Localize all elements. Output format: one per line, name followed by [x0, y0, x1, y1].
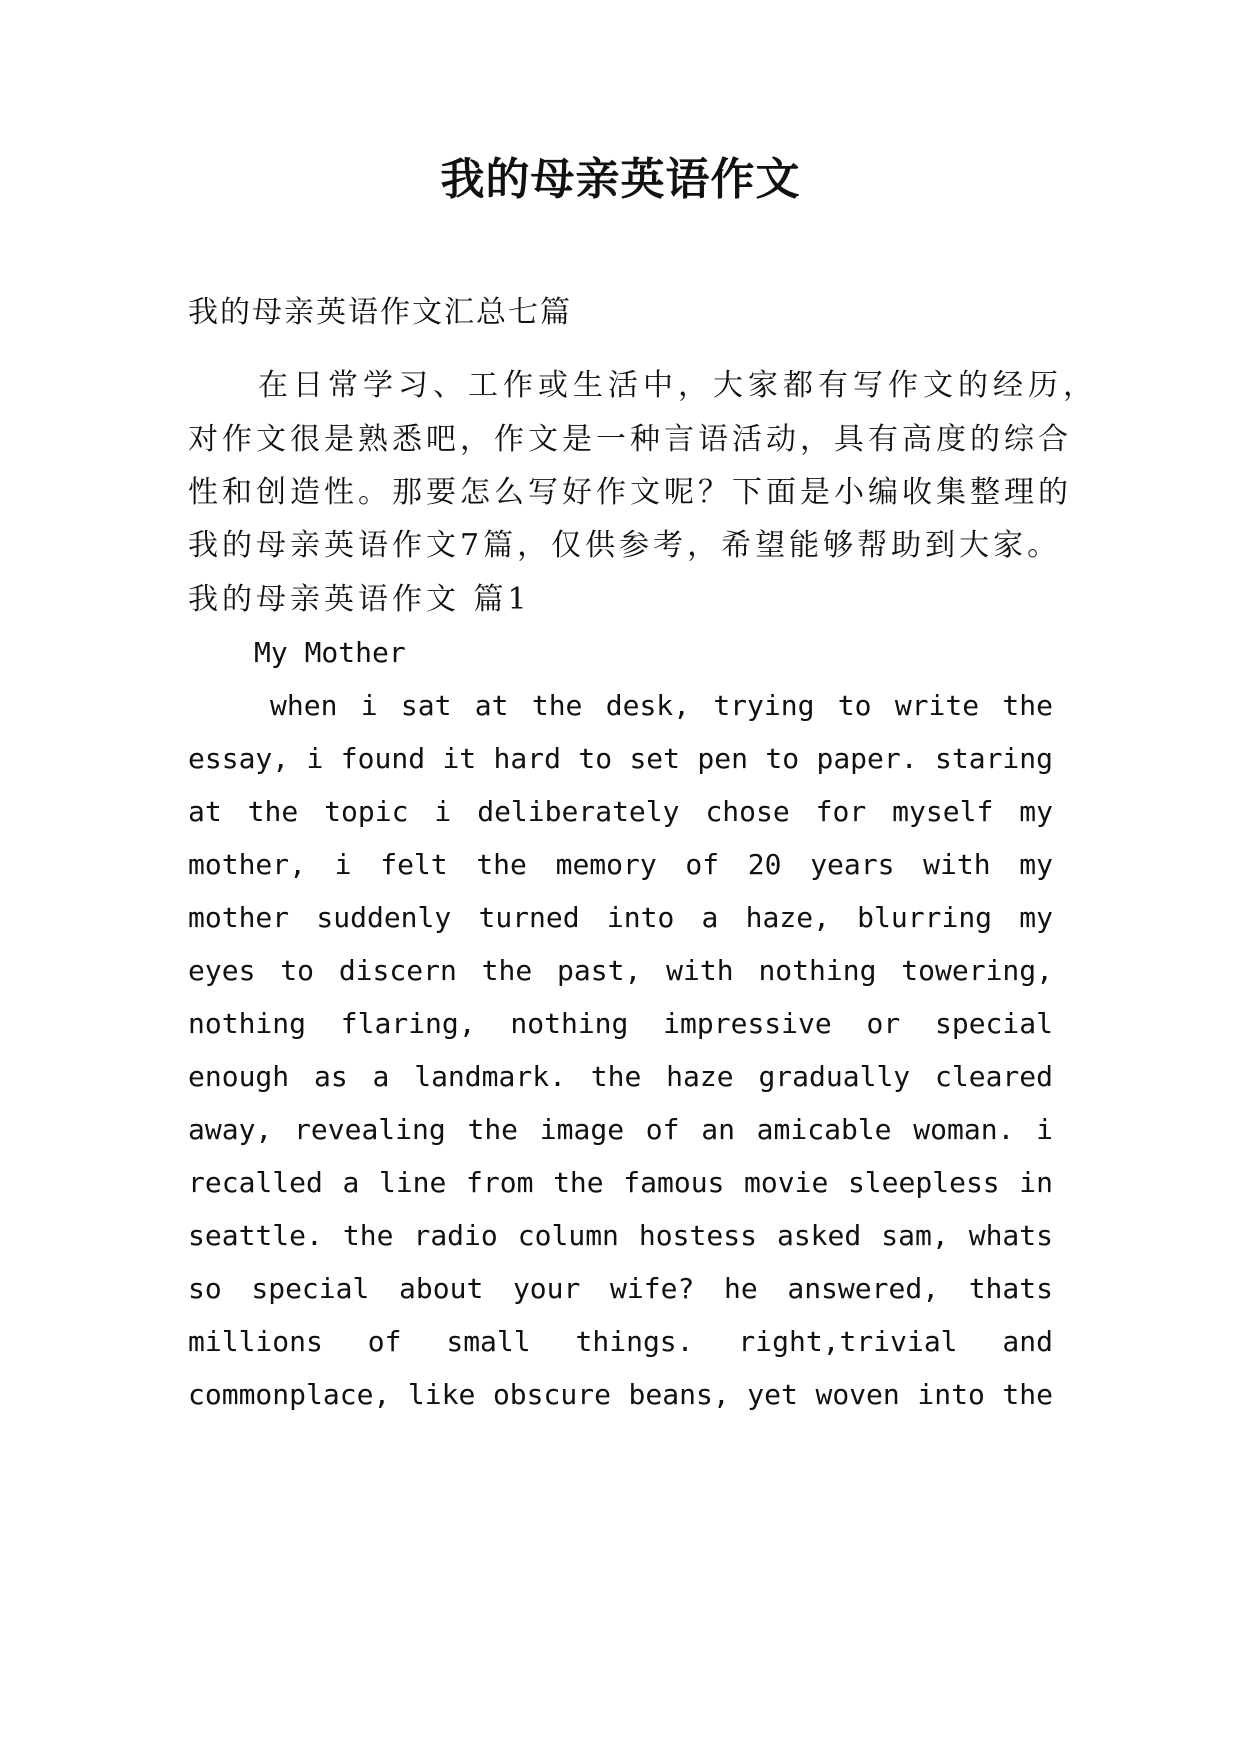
- document-subtitle: 我的母亲英语作文汇总七篇: [188, 295, 572, 330]
- essay-line: seattle. the radio column hostess asked sam, whats: [188, 1219, 1053, 1252]
- intro-paragraph-line: 我的母亲英语作文7篇，仅供参考，希望能够帮助到大家。: [188, 528, 1062, 563]
- essay-line: mother, i felt the memory of 20 years with my: [188, 848, 1053, 881]
- intro-paragraph-line: 在日常学习、工作或生活中，大家都有写作文的经历，: [258, 368, 1098, 403]
- essay-line: eyes to discern the past, with nothing towering,: [188, 954, 1053, 987]
- essay-line: so special about your wife? he answered, thats: [188, 1272, 1053, 1305]
- essay-line: at the topic i deliberately chose for myself my: [188, 795, 1053, 828]
- essay-line: millions of small things. right,trivial and: [188, 1325, 1053, 1358]
- document-title: 我的母亲英语作文: [440, 154, 801, 205]
- essay-line: enough as a landmark. the haze gradually cleared: [188, 1060, 1053, 1093]
- essay-line: commonplace, like obscure beans, yet woven into the: [188, 1378, 1053, 1411]
- intro-paragraph-line: 对作文很是熟悉吧，作文是一种言语活动，具有高度的综合: [188, 422, 1072, 457]
- intro-paragraph-line: 性和创造性。那要怎么写好作文呢？下面是小编收集整理的: [188, 475, 1072, 510]
- essay-line: mother suddenly turned into a haze, blurring my: [188, 901, 1053, 934]
- essay-line: away, revealing the image of an amicable woman. i: [188, 1113, 1053, 1146]
- essay-title: My Mother: [254, 636, 406, 669]
- essay-line: nothing flaring, nothing impressive or special: [188, 1007, 1053, 1040]
- essay-line: when i sat at the desk, trying to write the: [270, 689, 1053, 722]
- essay-line: recalled a line from the famous movie sleepless in: [188, 1166, 1053, 1199]
- essay-line: essay, i found it hard to set pen to paper. staring: [188, 742, 1053, 775]
- section-heading: 我的母亲英语作文 篇1: [188, 582, 531, 617]
